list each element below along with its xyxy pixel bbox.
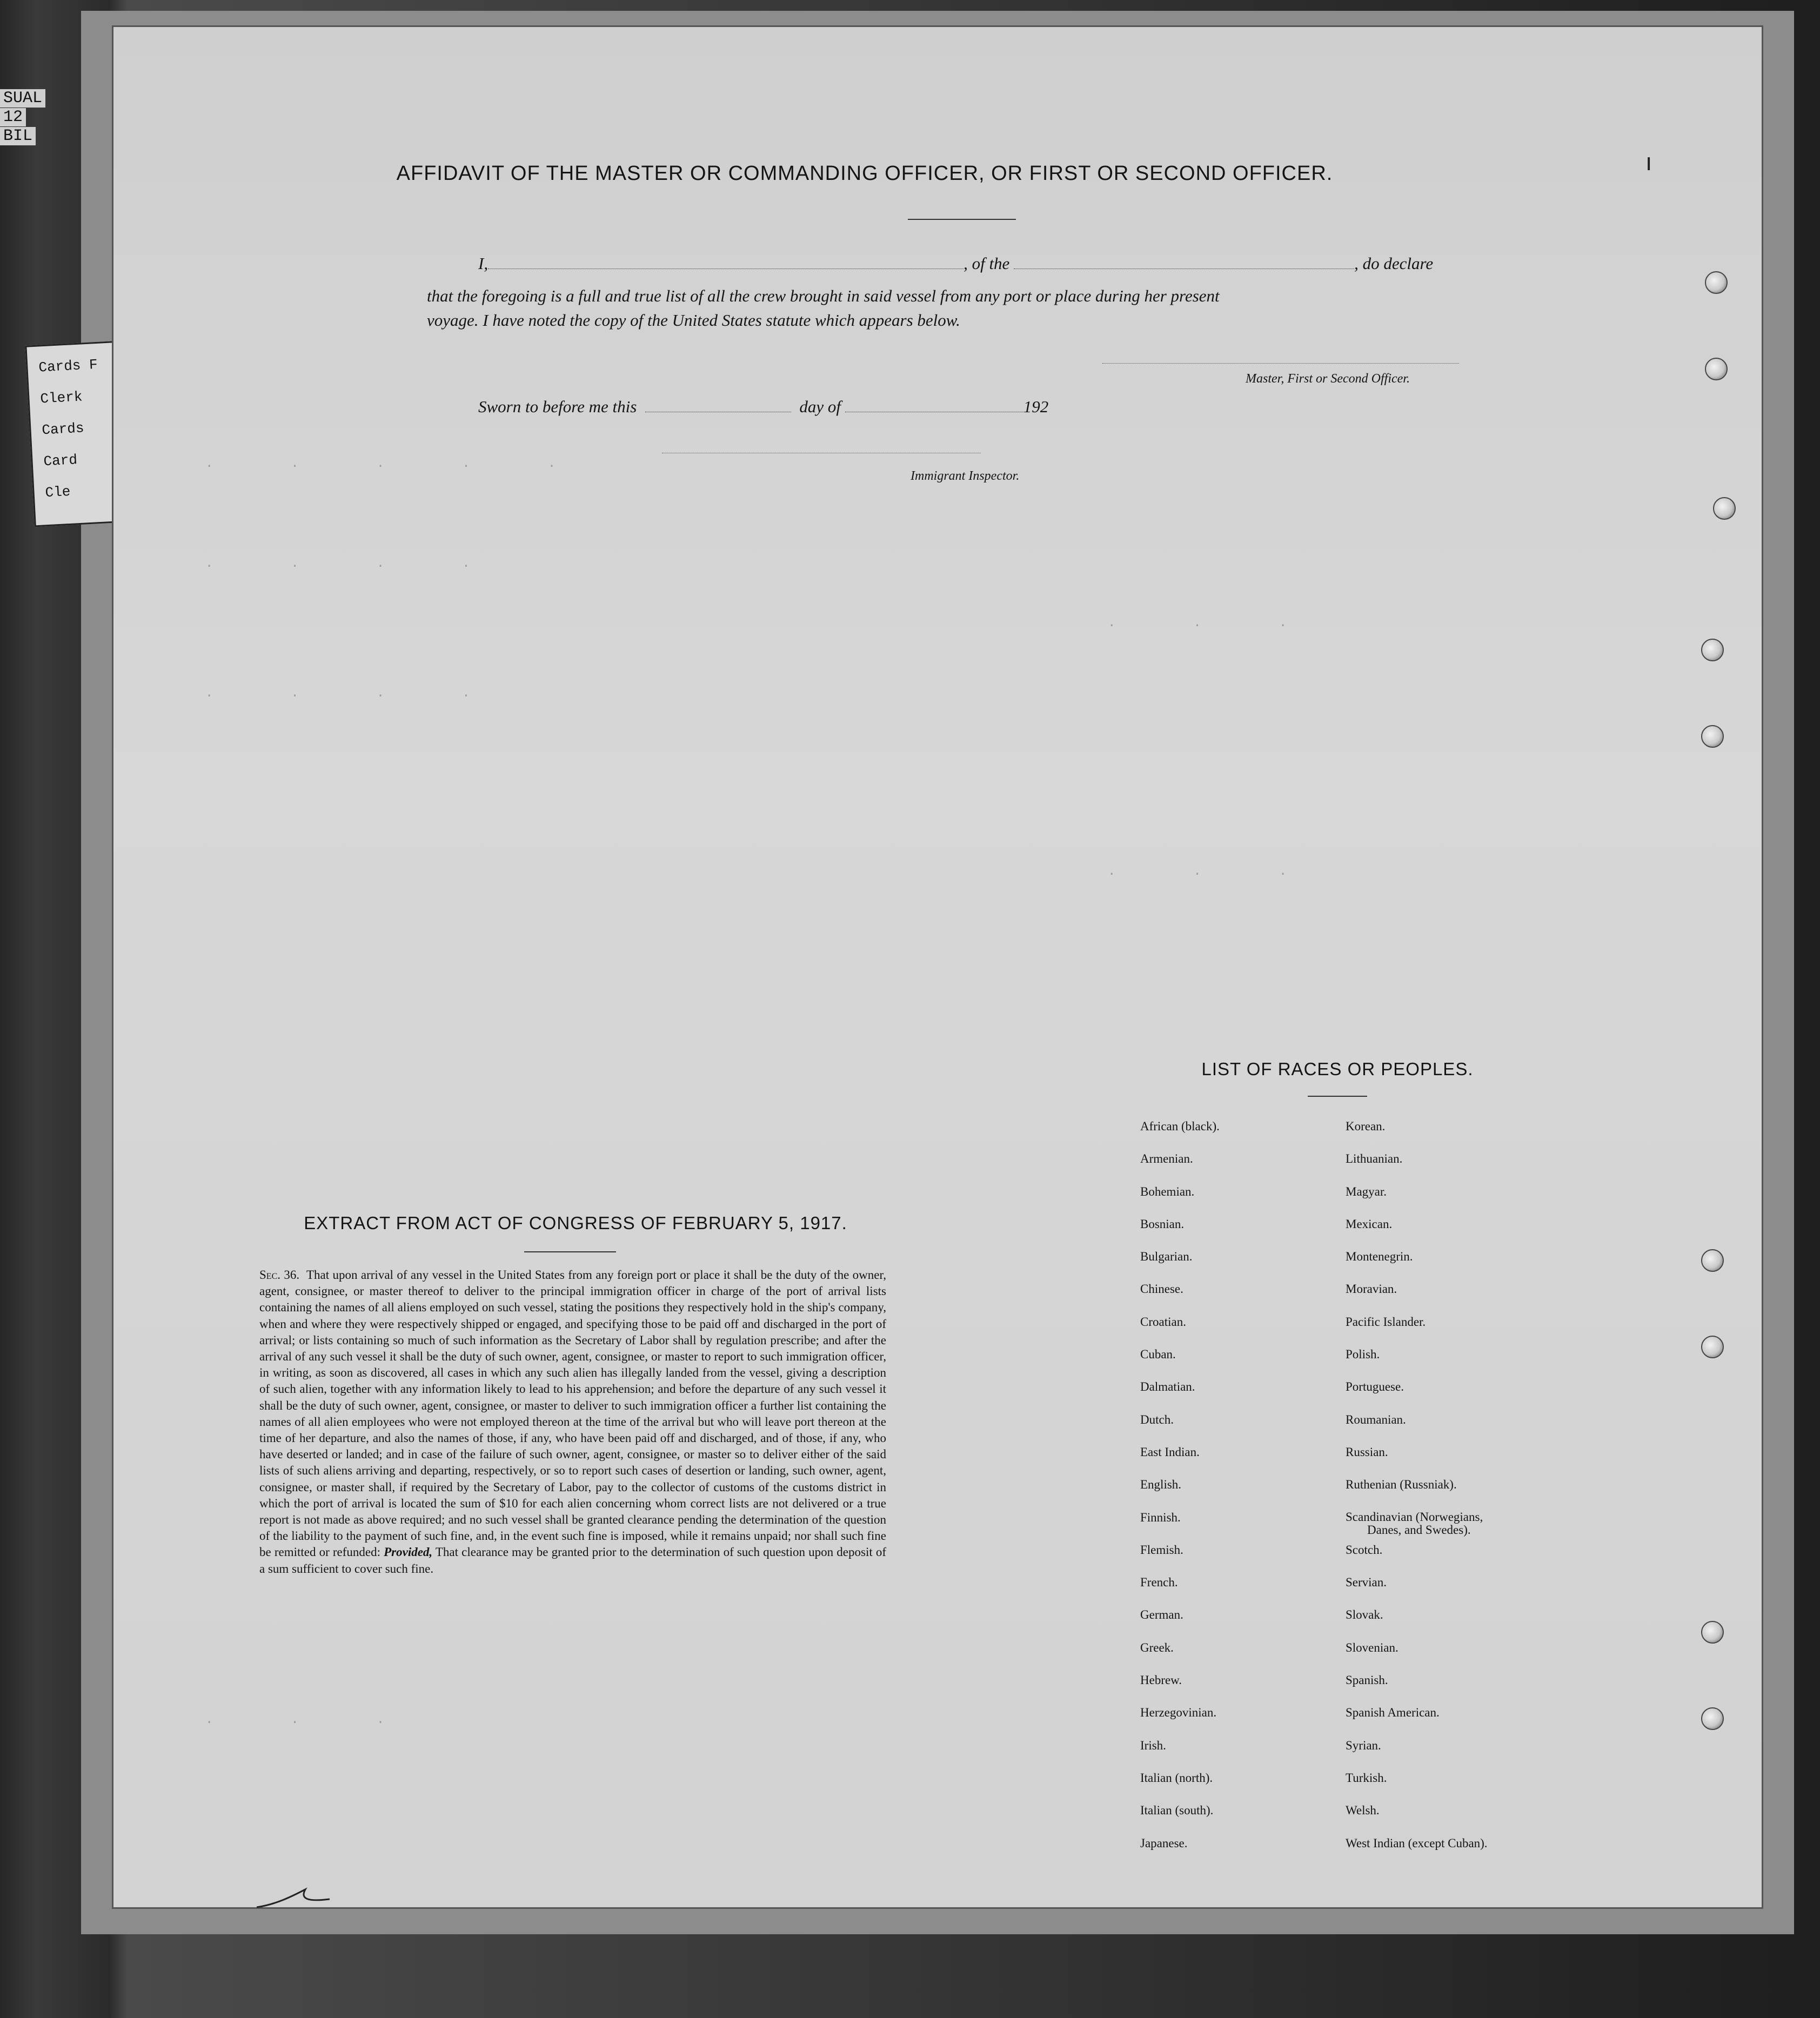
race-item: Japanese. xyxy=(1140,1836,1188,1850)
race-item: Chinese. xyxy=(1140,1282,1183,1296)
edge-stub-1: SUAL xyxy=(0,89,45,108)
race-item: German. xyxy=(1140,1608,1183,1622)
race-item: Bohemian. xyxy=(1140,1184,1195,1198)
bleed-through: . . . xyxy=(1108,864,1287,879)
provided-label: Provided, xyxy=(384,1545,433,1559)
bleed-through: . . . xyxy=(205,1713,385,1727)
punch-hole-icon xyxy=(1701,1336,1724,1358)
punch-hole-icon xyxy=(1705,358,1728,380)
bleed-through: . . . . xyxy=(205,686,470,701)
race-item: Italian (north). xyxy=(1140,1771,1213,1785)
bleed-through: . . . . . xyxy=(205,457,556,471)
card-label: Card xyxy=(43,452,78,470)
inspector-label: Immigrant Inspector. xyxy=(911,469,1020,483)
race-item: Roumanian. xyxy=(1346,1412,1406,1426)
race-item: Italian (south). xyxy=(1140,1804,1214,1818)
race-item: West Indian (except Cuban). xyxy=(1346,1836,1488,1850)
affidavit-line1-prefix: I, xyxy=(478,254,489,273)
sworn-year: 192 xyxy=(1023,397,1049,416)
race-item: Mexican. xyxy=(1346,1217,1393,1231)
race-item: Welsh. xyxy=(1346,1804,1380,1818)
race-item: Flemish. xyxy=(1140,1543,1183,1557)
punch-hole-icon xyxy=(1701,725,1724,748)
race-item: Turkish. xyxy=(1346,1771,1387,1785)
races-column-2 xyxy=(1346,1119,1488,1869)
race-item: English. xyxy=(1140,1478,1182,1492)
pencil-tick-mark: ı xyxy=(1645,149,1652,176)
race-item: Bulgarian. xyxy=(1140,1250,1193,1264)
edge-stub-2: 12 xyxy=(0,108,26,126)
race-item: Greek. xyxy=(1140,1640,1174,1654)
race-item: Slovenian. xyxy=(1346,1640,1399,1654)
punch-hole-icon xyxy=(1701,1707,1724,1730)
race-item: Herzegovinian. xyxy=(1140,1706,1217,1720)
race-item: East Indian. xyxy=(1140,1445,1200,1459)
race-item: Cuban. xyxy=(1140,1347,1176,1362)
race-item: Armenian. xyxy=(1140,1152,1193,1166)
sworn-mid: day of xyxy=(799,397,841,416)
extract-title: EXTRACT FROM ACT OF CONGRESS OF FEBRUARY 5, 1917. xyxy=(304,1213,847,1233)
statute-text xyxy=(259,1267,886,1577)
race-item: Montenegrin. xyxy=(1346,1250,1413,1264)
race-item: Pacific Islander. xyxy=(1346,1315,1426,1329)
race-item: Korean. xyxy=(1346,1119,1386,1133)
card-label: Cards F xyxy=(38,356,98,376)
extract-rule xyxy=(524,1251,616,1252)
sworn-prefix: Sworn to before me this xyxy=(478,397,637,416)
affidavit-line-1 xyxy=(478,254,1433,273)
affidavit-line1-mid: , of the xyxy=(963,254,1010,273)
statute-body: That upon arrival of any vessel in the United States from any foreign port or place it shall be the duty of the owner, agent, consignee, or master thereof to deliver to the principal immigration officer in charge of the port of arrival lists containing the names of all aliens employed on such vessel, stating the positions they respectively hold in the ship's company, when and where they were respectively shipped or engaged, and specifying those to be paid off and discharged in the port of arrival; or lists containing so much of such information as the Secretary of Labor shall by regulation prescribe; and after the arrival of any such vessel it shall be the duty of such owner, agent, consignee, or master to report to such immigration officer, in writing, as soon as discovered, all cases in which any such alien has illegally landed from the vessel, giving a description of such alien, together with any information likely to lead to his apprehension; and before the departure of any such vessel it shall be the duty of such owner, agent, consignee, or master to deliver to such immigration officer a further list containing the names of all alien employees who were not employed thereon at the time of the arrival but who will leave port thereon at the time of her departure, and also the names of those, if any, who have been paid off and discharged, and of those, if any, who have deserted or landed; and in case of the failure of such owner, agent, consignee, or master so to deliver either of the said lists of such aliens arriving and departing, respectively, or so to report such cases of desertion or landing, such owner, agent, consignee, or master shall, if required by the Secretary of Labor, pay to the collector of customs of the customs district in which the port of arrival is located the sum of $10 for each alien concerning whom correct lists are not delivered or a true report is not made as above required; and no such vessel shall be granted clearance pending the determination of the question of the liability to the payment of such fine, and, in the event such fine is imposed, while it remains unpaid; nor shall such fine be remitted or refunded: xyxy=(259,1268,886,1559)
statute-body-end: That clearance may be granted prior to the determination of such question upon deposit of a sum sufficient to cover such fine. xyxy=(259,1545,886,1575)
races-rule xyxy=(1308,1096,1367,1097)
race-item: Spanish. xyxy=(1346,1673,1388,1687)
race-item-scandinavian xyxy=(1346,1511,1488,1543)
punch-hole-icon xyxy=(1701,1249,1724,1272)
races-column-1 xyxy=(1140,1119,1220,1869)
race-item: Ruthenian (Russniak). xyxy=(1346,1478,1457,1492)
affidavit-line-2: that the foregoing is a full and true list of all the crew brought in said vessel from any port or place during her present xyxy=(427,286,1220,305)
race-item: Hebrew. xyxy=(1140,1673,1182,1687)
race-item: Dalmatian. xyxy=(1140,1380,1195,1394)
section-label: Sec. 36. xyxy=(259,1268,300,1282)
race-item: Croatian. xyxy=(1140,1315,1186,1329)
race-item: Lithuanian. xyxy=(1346,1152,1403,1166)
race-item: Portuguese. xyxy=(1346,1380,1404,1394)
race-item: Dutch. xyxy=(1140,1412,1174,1426)
punch-hole-icon xyxy=(1701,1621,1724,1644)
race-item: Bosnian. xyxy=(1140,1217,1185,1231)
race-item: Syrian. xyxy=(1346,1738,1381,1752)
edge-stub-3: BIL xyxy=(0,127,36,145)
race-item: French. xyxy=(1140,1575,1178,1590)
race-item: Russian. xyxy=(1346,1445,1388,1459)
race-item: Servian. xyxy=(1346,1575,1387,1590)
race-item: African (black). xyxy=(1140,1119,1220,1133)
affidavit-line1-suffix: , do declare xyxy=(1354,254,1434,273)
race-item: Finnish. xyxy=(1140,1510,1181,1524)
card-label: Cle xyxy=(44,483,71,501)
sworn-line xyxy=(478,397,1048,417)
race-item: Spanish American. xyxy=(1346,1706,1440,1720)
card-label: Clerk xyxy=(39,388,83,407)
race-item: Slovak. xyxy=(1346,1608,1383,1622)
race-item-continuation: Danes, and Swedes). xyxy=(1367,1523,1471,1537)
race-item: Polish. xyxy=(1346,1347,1380,1362)
card-label: Cards xyxy=(41,420,85,439)
master-label: Master, First or Second Officer. xyxy=(1246,372,1410,386)
race-item: Magyar. xyxy=(1346,1184,1387,1198)
punch-hole-icon xyxy=(1701,639,1724,661)
punch-hole-icon xyxy=(1705,271,1728,294)
race-item: Moravian. xyxy=(1346,1282,1397,1296)
master-signature-line xyxy=(1102,363,1459,364)
bleed-through: . . . xyxy=(1108,616,1287,631)
race-item: Irish. xyxy=(1140,1738,1166,1752)
title-rule xyxy=(908,219,1016,220)
pencil-squiggle-icon xyxy=(254,1883,335,1915)
race-item: Scandinavian (Norwegians, xyxy=(1346,1510,1483,1524)
affidavit-title: AFFIDAVIT OF THE MASTER OR COMMANDING OFFICER, OR FIRST OR SECOND OFFICER. xyxy=(396,162,1333,185)
document-page xyxy=(113,27,1762,1907)
punch-hole-icon xyxy=(1713,497,1736,520)
affidavit-line-3: voyage. I have noted the copy of the United States statute which appears below. xyxy=(427,311,960,330)
bleed-through: . . . . xyxy=(205,557,470,571)
races-title: LIST OF RACES OR PEOPLES. xyxy=(1201,1059,1474,1079)
race-item: Scotch. xyxy=(1346,1543,1383,1557)
